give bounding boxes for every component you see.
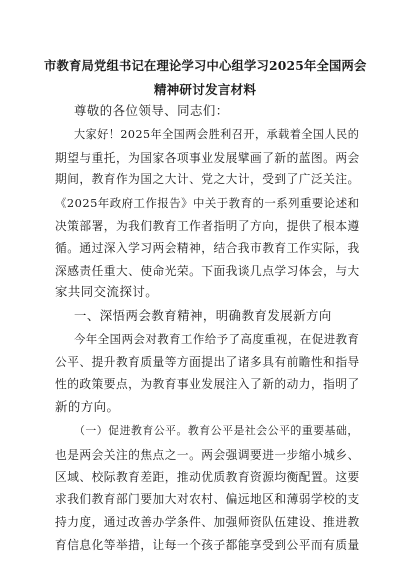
document-title-line-1: 市教育局党组书记在理论学习中心组学习2025年全国两会 — [44, 58, 367, 73]
paragraph-line: 家共同交流探讨。 — [55, 284, 159, 299]
document-title-line-2: 精神研讨发言材料 — [153, 82, 257, 97]
paragraph-line: 新的方向。 — [55, 399, 120, 414]
paragraph-line: （一）促进教育公平。教育公平是社会公平的重要基础， — [74, 424, 359, 437]
paragraph-line: 性的政策要点，为教育事业发展注入了新的动力，指明了 — [55, 377, 360, 391]
paragraph-line: 求我们教育部门要加大对农村、偏远地区和薄弱学校的支 — [55, 492, 360, 506]
paragraph-line: 区域、校际教育差距，推动优质教育资源均衡配置。这要 — [55, 470, 360, 484]
paragraph-line: 《2025年政府工作报告》中关于教育的一系列重要论述和 — [55, 196, 360, 210]
paragraph-line: 今年全国两会对教育工作给予了高度重视，在促进教育 — [74, 332, 360, 346]
paragraph-line: 大家好！2025年全国两会胜利召开，承载着全国人民的 — [74, 128, 360, 141]
paragraph-line: 持力度，通过改善办学条件、加强师资队伍建设、推进教 — [55, 515, 360, 529]
paragraph-line: 也是两会关注的焦点之一。两会强调要进一步缩小城乡、 — [55, 448, 360, 462]
paragraph-line: 期间，教育作为国之大计、党之大计，受到了广泛关注。 — [55, 172, 360, 186]
paragraph-line: 决策部署，为我们教育工作者指明了方向，提供了根本遵 — [55, 219, 360, 233]
paragraph-line: 深感责任重大、使命光荣。下面我谈几点学习体会，与大 — [55, 264, 360, 278]
paragraph-line: 期望与重托，为国家各项事业发展擘画了新的蓝图。两会 — [55, 151, 360, 165]
paragraph-line: 一、深悟两会教育精神，明确教育发展新方向 — [74, 308, 332, 323]
paragraph-line: 公平、提升教育质量等方面提出了诸多具有前瞻性和指导 — [55, 355, 360, 369]
paragraph-line: 尊敬的各位领导、同志们： — [74, 103, 229, 118]
paragraph-line: 育信息化等举措，让每一个孩子都能享受到公平而有质量 — [55, 538, 360, 552]
paragraph-line: 循。通过深入学习两会精神，结合我市教育工作实际，我 — [55, 241, 360, 255]
